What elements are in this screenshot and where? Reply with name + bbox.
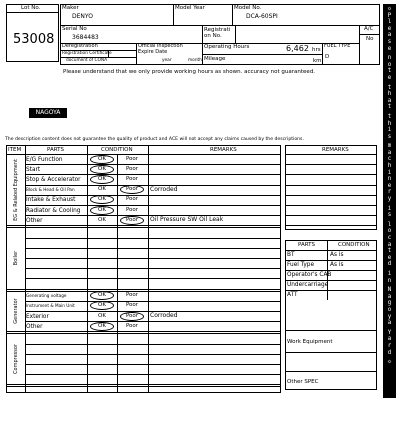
poor-option[interactable]: Poor <box>120 216 144 225</box>
year-label: year <box>162 58 172 63</box>
side-note-char: a <box>387 293 392 300</box>
remark-text: Corroded <box>150 312 178 319</box>
fuel-label: FUEL TYPE <box>324 43 351 49</box>
work-equipment-label: Work Equipment <box>287 339 333 345</box>
ac-value: No <box>366 36 374 42</box>
model-year-label: Model Year <box>175 5 205 11</box>
part-name: Generating voltage <box>26 293 67 299</box>
side-note-char: ◇ <box>387 359 392 366</box>
registration-cert-label: Registration Certificate <box>62 51 112 56</box>
side-note-char: i <box>387 270 392 277</box>
mileage-label: Mileage <box>204 56 226 62</box>
remark-text: Oil Pressure SW Oil Leak <box>150 216 224 224</box>
hours-unit: hrs <box>312 47 321 53</box>
poor-option[interactable]: Poor <box>125 302 139 309</box>
side-note-char: n <box>387 176 392 183</box>
side-note-char: N <box>387 287 392 294</box>
part-name: Exterior <box>26 313 49 320</box>
quality-note: The description content does not guarantee the quality of product and ACE will not accept any claims caused by the descriptions. <box>5 137 304 142</box>
side-note-char: a <box>387 97 392 104</box>
side-note-char: c <box>387 235 392 241</box>
side-note-char: e <box>387 45 392 52</box>
side-note-char: t <box>387 113 392 120</box>
ok-option[interactable]: OK <box>90 291 114 300</box>
side-note-char: ◇ <box>387 6 392 12</box>
deregistration-label: Deregistration <box>62 43 98 49</box>
side-note-char: P <box>387 12 392 19</box>
serial-value: 3684483 <box>72 34 99 41</box>
side-note-char: m <box>387 143 392 150</box>
location-badge: NAGOYA <box>29 108 67 118</box>
part-name: Stop & Accelerator <box>26 176 81 183</box>
side-note-char: e <box>387 74 392 81</box>
right-remarks-header: REMARKS <box>322 147 349 153</box>
side-note-char: a <box>387 32 392 39</box>
part-name: Start <box>26 166 41 173</box>
poor-option[interactable]: Poor <box>125 176 139 182</box>
side-note-char: a <box>387 241 392 248</box>
part-name: Instrument & Main Unit <box>26 303 75 309</box>
poor-option[interactable]: Poor <box>125 292 139 299</box>
poor-option[interactable]: Poor <box>120 185 144 194</box>
poor-option[interactable]: Poor <box>125 165 139 172</box>
part-name: Radiator & Cooling <box>26 207 81 214</box>
side-note-char: t <box>387 248 392 255</box>
side-note-char: r <box>387 342 392 349</box>
side-note-char: l <box>387 19 392 26</box>
side-note-char: h <box>387 120 392 127</box>
part-name: Block & Head & Oil Pan <box>26 187 75 193</box>
side-note-char: a <box>387 149 392 156</box>
right-part-condition: As is <box>330 262 344 268</box>
side-note-char: i <box>387 205 392 212</box>
registration-label: Registrati on No. <box>204 27 231 40</box>
ok-option[interactable]: OK <box>90 301 114 310</box>
document-label: document of CONA <box>66 58 108 63</box>
inspection-label: Official Inspection Expire Date <box>138 43 183 55</box>
section-label: Generator <box>12 298 19 324</box>
section-label: Boiler <box>12 250 19 266</box>
ok-option[interactable]: OK <box>90 322 114 331</box>
right-part-name: Undercarriage <box>287 282 329 288</box>
hours-label: Operating Hours <box>204 44 250 50</box>
side-note-char: o <box>387 306 392 313</box>
hours-note: Please understand that we only provide working hours as shown. accuracy not guaranteed. <box>63 69 316 75</box>
remarks-header: REMARKS <box>210 147 237 153</box>
lot-number: 53008 <box>13 32 55 47</box>
side-note-char: t <box>387 84 392 91</box>
ok-option[interactable]: OK <box>98 312 106 319</box>
side-note-char: e <box>387 25 392 32</box>
side-note-char: h <box>387 91 392 98</box>
parts-header: PARTS <box>47 147 64 153</box>
right-part-name: ATT <box>287 292 298 298</box>
right-parts-header: PARTS <box>298 242 315 248</box>
side-note-char: t <box>387 68 392 75</box>
right-remarks-box <box>285 145 377 230</box>
side-note-char: e <box>387 182 392 189</box>
item-header: ITEM <box>8 147 22 153</box>
side-note-char: Y <box>387 329 392 336</box>
model-value: DCA-60SPI <box>246 13 278 20</box>
serial-label: Serial No <box>62 26 87 32</box>
ok-option[interactable]: OK <box>90 175 114 184</box>
side-note-char: e <box>387 254 392 261</box>
part-name: Other <box>26 323 43 330</box>
side-note-char: s <box>387 38 392 45</box>
side-note-char: r <box>387 189 392 196</box>
side-note-char: s <box>387 133 392 140</box>
side-note-char: y <box>387 196 392 203</box>
ok-option[interactable]: OK <box>90 155 114 164</box>
side-note-char: g <box>387 300 392 307</box>
section-label: EG & Related Equipment <box>12 158 19 221</box>
side-note-char: i <box>387 169 392 176</box>
side-note-char: d <box>387 261 392 268</box>
ok-option[interactable]: OK <box>90 206 114 215</box>
right-part-condition: As is <box>330 252 344 258</box>
side-note-char: i <box>387 127 392 134</box>
ok-option[interactable]: OK <box>90 165 114 174</box>
side-note-char: l <box>387 221 392 228</box>
right-part-name: Fuel Type <box>287 262 315 268</box>
model-label: Model No. <box>234 5 262 11</box>
side-note-char: s <box>387 212 392 219</box>
part-name: Other <box>26 217 43 224</box>
side-note-char: d <box>387 349 392 356</box>
poor-option[interactable]: Poor <box>125 196 139 203</box>
side-note-char: h <box>387 163 392 170</box>
poor-option[interactable]: Poor <box>125 322 139 329</box>
poor-option[interactable]: Poor <box>120 312 144 321</box>
maker-label: Maker <box>62 5 79 11</box>
part-name: Intake & Exhaust <box>26 197 76 204</box>
side-note-char: n <box>387 55 392 62</box>
lot-label: Lot No. <box>21 5 41 11</box>
poor-option[interactable]: Poor <box>125 206 139 213</box>
side-note-char: n <box>387 277 392 284</box>
side-note-char: c <box>387 156 392 163</box>
fuel-value: D <box>325 54 330 60</box>
maker-value: DENYO <box>72 13 93 20</box>
other-spec-label: Other SPEC <box>287 379 319 385</box>
month-label: month <box>188 58 202 63</box>
right-condition-header: CONDITION <box>338 242 370 248</box>
ok-option[interactable]: OK <box>90 195 114 204</box>
right-part-name: Operator's CAB <box>287 272 332 278</box>
ok-option[interactable]: OK <box>98 216 106 223</box>
part-name: E/G Function <box>26 156 63 163</box>
section-label: Compressor <box>12 343 19 374</box>
side-note-char: o <box>387 61 392 68</box>
side-note-char: y <box>387 313 392 320</box>
side-note-char: a <box>387 336 392 343</box>
hours-value: 6,462 <box>286 44 309 53</box>
side-note <box>383 4 396 398</box>
mileage-unit: km <box>313 58 322 64</box>
side-note-char: a <box>387 320 392 327</box>
right-part-name: BT <box>287 252 295 258</box>
side-note-char: o <box>387 228 392 235</box>
poor-option[interactable]: Poor <box>125 155 139 162</box>
remark-text: Corroded <box>150 185 178 193</box>
ok-option[interactable]: OK <box>98 186 106 193</box>
condition-header: CONDITION <box>101 147 133 153</box>
side-note-char: t <box>387 104 392 111</box>
ac-label: A/C <box>364 26 374 32</box>
